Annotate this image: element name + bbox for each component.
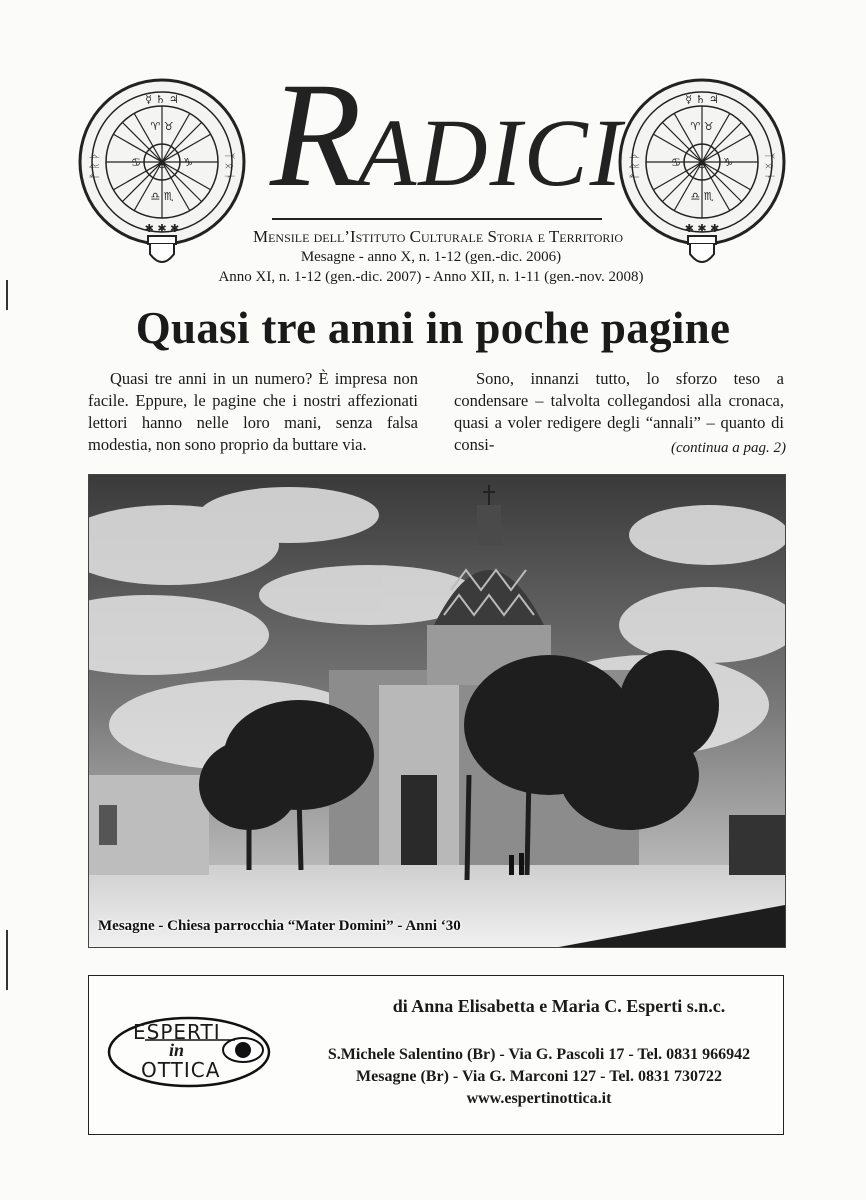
ad-company-name: di Anna Elisabetta e Maria C. Esperti s.n.c. — [392, 996, 726, 1016]
svg-text:ᚠ ᚱ ᚦ: ᚠ ᚱ ᚦ — [88, 152, 101, 180]
article-headline: Quasi tre anni in poche pagine — [135, 303, 731, 353]
article-right-column: Sono, innanzi tutto, lo sforzo teso a condensare – talvolta collegandosi alla cronaca, quasi a voler redigere degli “annali” – quanto di consi- — [454, 369, 784, 454]
svg-text:♎ ♏: ♎ ♏ — [150, 190, 174, 203]
masthead-subtitle: Mensile dell’Istituto Culturale Storia e Territorio — [252, 227, 624, 246]
svg-text:♈ ♉: ♈ ♉ — [150, 120, 174, 133]
svg-text:⊕: ⊕ — [157, 158, 167, 171]
svg-text:⊕: ⊕ — [697, 158, 707, 171]
ad-address-line: S.Michele Salentino (Br) - Via G. Pascoli 17 - Tel. 0831 966942 — [327, 1046, 751, 1063]
photo-caption: Mesagne - Chiesa parrocchia “Mater Domini” - Anni ‘30 — [98, 918, 461, 934]
continued-note: (continua a pag. 2) — [671, 440, 786, 456]
issue-line: Anno XI, n. 1-12 (gen.-dic. 2007) - Anno XII, n. 1-11 (gen.-nov. 2008) — [218, 269, 644, 285]
svg-text:♑: ♑ — [183, 156, 193, 169]
svg-text:☿ ♄ ♃: ☿ ♄ ♃ — [685, 93, 719, 106]
advertisement-box — [88, 975, 784, 1135]
svg-text:☿ ♄ ♃: ☿ ♄ ♃ — [145, 93, 179, 106]
esperti-ottica-logo: ESPERTI in OTTICA — [107, 1012, 277, 1090]
scan-mark — [6, 930, 8, 990]
masthead-title: RADICI — [270, 52, 624, 218]
ad-address-line: Mesagne (Br) - Via G. Marconi 127 - Tel. 0831 730722 — [356, 1068, 722, 1085]
svg-text:♈ ♉: ♈ ♉ — [690, 120, 714, 133]
svg-text:♋: ♋ — [671, 156, 681, 169]
scan-mark — [6, 280, 8, 310]
church-photo — [88, 474, 786, 948]
issue-line: Mesagne - anno X, n. 1-12 (gen.-dic. 2006) — [300, 249, 562, 265]
ad-website: www.espertinottica.it — [466, 1090, 612, 1107]
svg-text:ᛉ ᛟ ᚾ: ᛉ ᛟ ᚾ — [763, 152, 776, 180]
masthead-rule — [272, 218, 602, 220]
svg-text:♋: ♋ — [131, 156, 141, 169]
article-left-column: Quasi tre anni in un numero? È impresa non facile. Eppure, le pagine che i nostri affezionati lettori hanno nelle loro mani, senza falsa modestia, non sono proprio da buttare via. — [88, 369, 418, 454]
svg-text:✱ ✱ ✱: ✱ ✱ ✱ — [144, 222, 180, 235]
svg-text:♎ ♏: ♎ ♏ — [690, 190, 714, 203]
svg-text:✱ ✱ ✱: ✱ ✱ ✱ — [684, 222, 720, 235]
zodiac-seal-icon — [76, 76, 248, 266]
svg-text:ᚠ ᚱ ᚦ: ᚠ ᚱ ᚦ — [628, 152, 641, 180]
svg-text:♑: ♑ — [723, 156, 733, 169]
svg-text:ᛉ ᛟ ᚾ: ᛉ ᛟ ᚾ — [223, 152, 236, 180]
